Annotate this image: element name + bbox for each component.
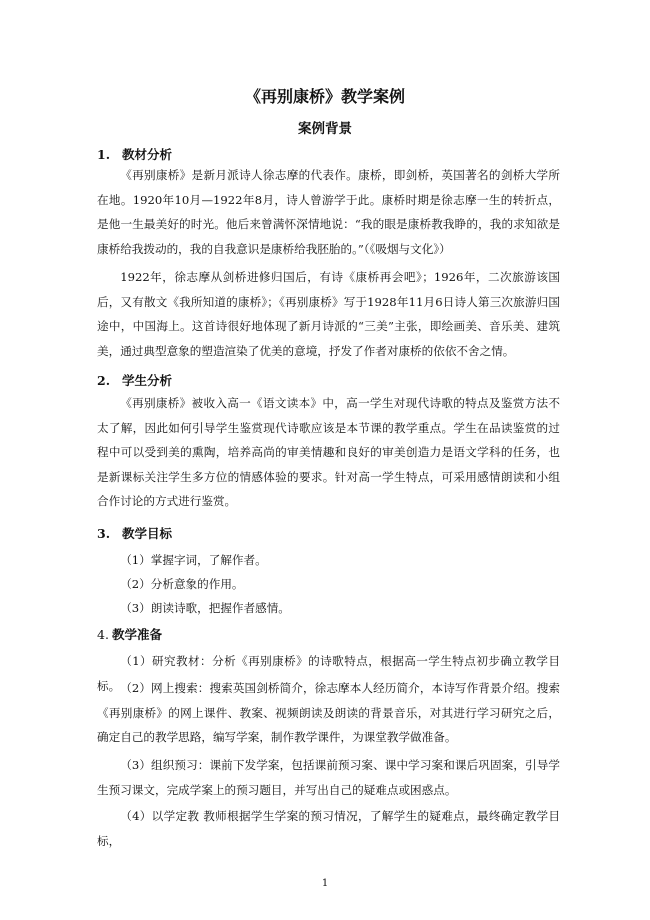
paragraph: （3）组织预习：课前下发学案，包括课前预习案、课中学习案和课后巩固案，引导学生预习课文，完成学案上的预习题目，并写出自己的疑难点或困惑点。 [97,758,560,797]
section-number: 3. [97,526,111,541]
section-number: 1. [97,147,111,162]
paragraph: 《再别康桥》被收入高一《语文读本》中，高一学生对现代诗歌的特点及鉴赏方法不太了解，因此如何引导学生鉴赏现代诗歌应该是本节课的教学重点。学生在品读鉴赏的过程中可以受到美的熏陶，培养高尚的审美情趣和良好的审美创造力是语文学科的任务，也是新课标关注学生多方位的情感体验的要求。针对高一学生特点，可采用感情朗读和小组合作讨论的方式进行鉴赏。 [97,396,560,509]
paragraph: 1922年，徐志摩从剑桥进修归国后，有诗《康桥再会吧》；1926年，二次旅游该国后，又有散文《我所知道的康桥》；《再别康桥》写于1928年11月6日诗人第三次旅游归国途中，中国海上。这首诗很好地体现了新月诗派的“三美”主张，即绘画美、音乐美、建筑美，通过典型意象的塑造渲染了优美的意境，抒发了作者对康桥的依依不舍之情。 [97,270,560,358]
section-number: 4. [97,627,109,642]
list-item: （3）朗读诗歌，把握作者感情。 [120,601,290,615]
paragraph: 《再别康桥》是新月派诗人徐志摩的代表作。康桥，即剑桥，英国著名的剑桥大学所在地。1920年10月—1922年8月，诗人曾游学于此。康桥时期是徐志摩一生的转折点，是他一生最美好的时光。他后来曾满怀深情地说：“我的眼是康桥教我睁的，我的求知欲是康桥给我拨动的，我的自我意识是康桥给我胚胎的。”（《吸烟与文化》） [97,168,560,256]
list-item: （1）掌握字词，了解作者。 [120,553,267,567]
section-heading-2 [97,372,172,390]
section-title: 学生分析 [122,373,173,388]
section-heading-3 [97,525,172,543]
section-title: 教学准备 [112,627,163,642]
section-title: 教学目标 [122,526,173,541]
paragraph: （2）网上搜索：搜索英国剑桥简介，徐志摩本人经历简介，本诗写作背景介绍。搜索《再别康桥》的网上课件、教案、视频朗读及朗读的背景音乐，对其进行学习研究之后，确定自己的教学思路，编写学案，制作教学课件，为课堂教学做准备。 [97,681,560,745]
section-number: 2. [97,373,111,388]
section-heading-4 [97,626,162,644]
page-number: 1 [321,878,329,889]
section-heading-1 [97,146,172,164]
document-title: 《再别康桥》教学案例 [244,87,405,106]
paragraph: （4）以学定教 教师根据学生学案的预习情况，了解学生的疑难点，最终确定教学目标， [97,809,560,848]
document-subtitle: 案例背景 [298,121,352,137]
section-title: 教材分析 [122,147,173,162]
paragraph: （1）研究教材：分析《再别康桥》的诗歌特点，根据高一学生特点初步确立教学目标。 [97,654,560,693]
list-item: （2）分析意象的作用。 [120,577,244,591]
